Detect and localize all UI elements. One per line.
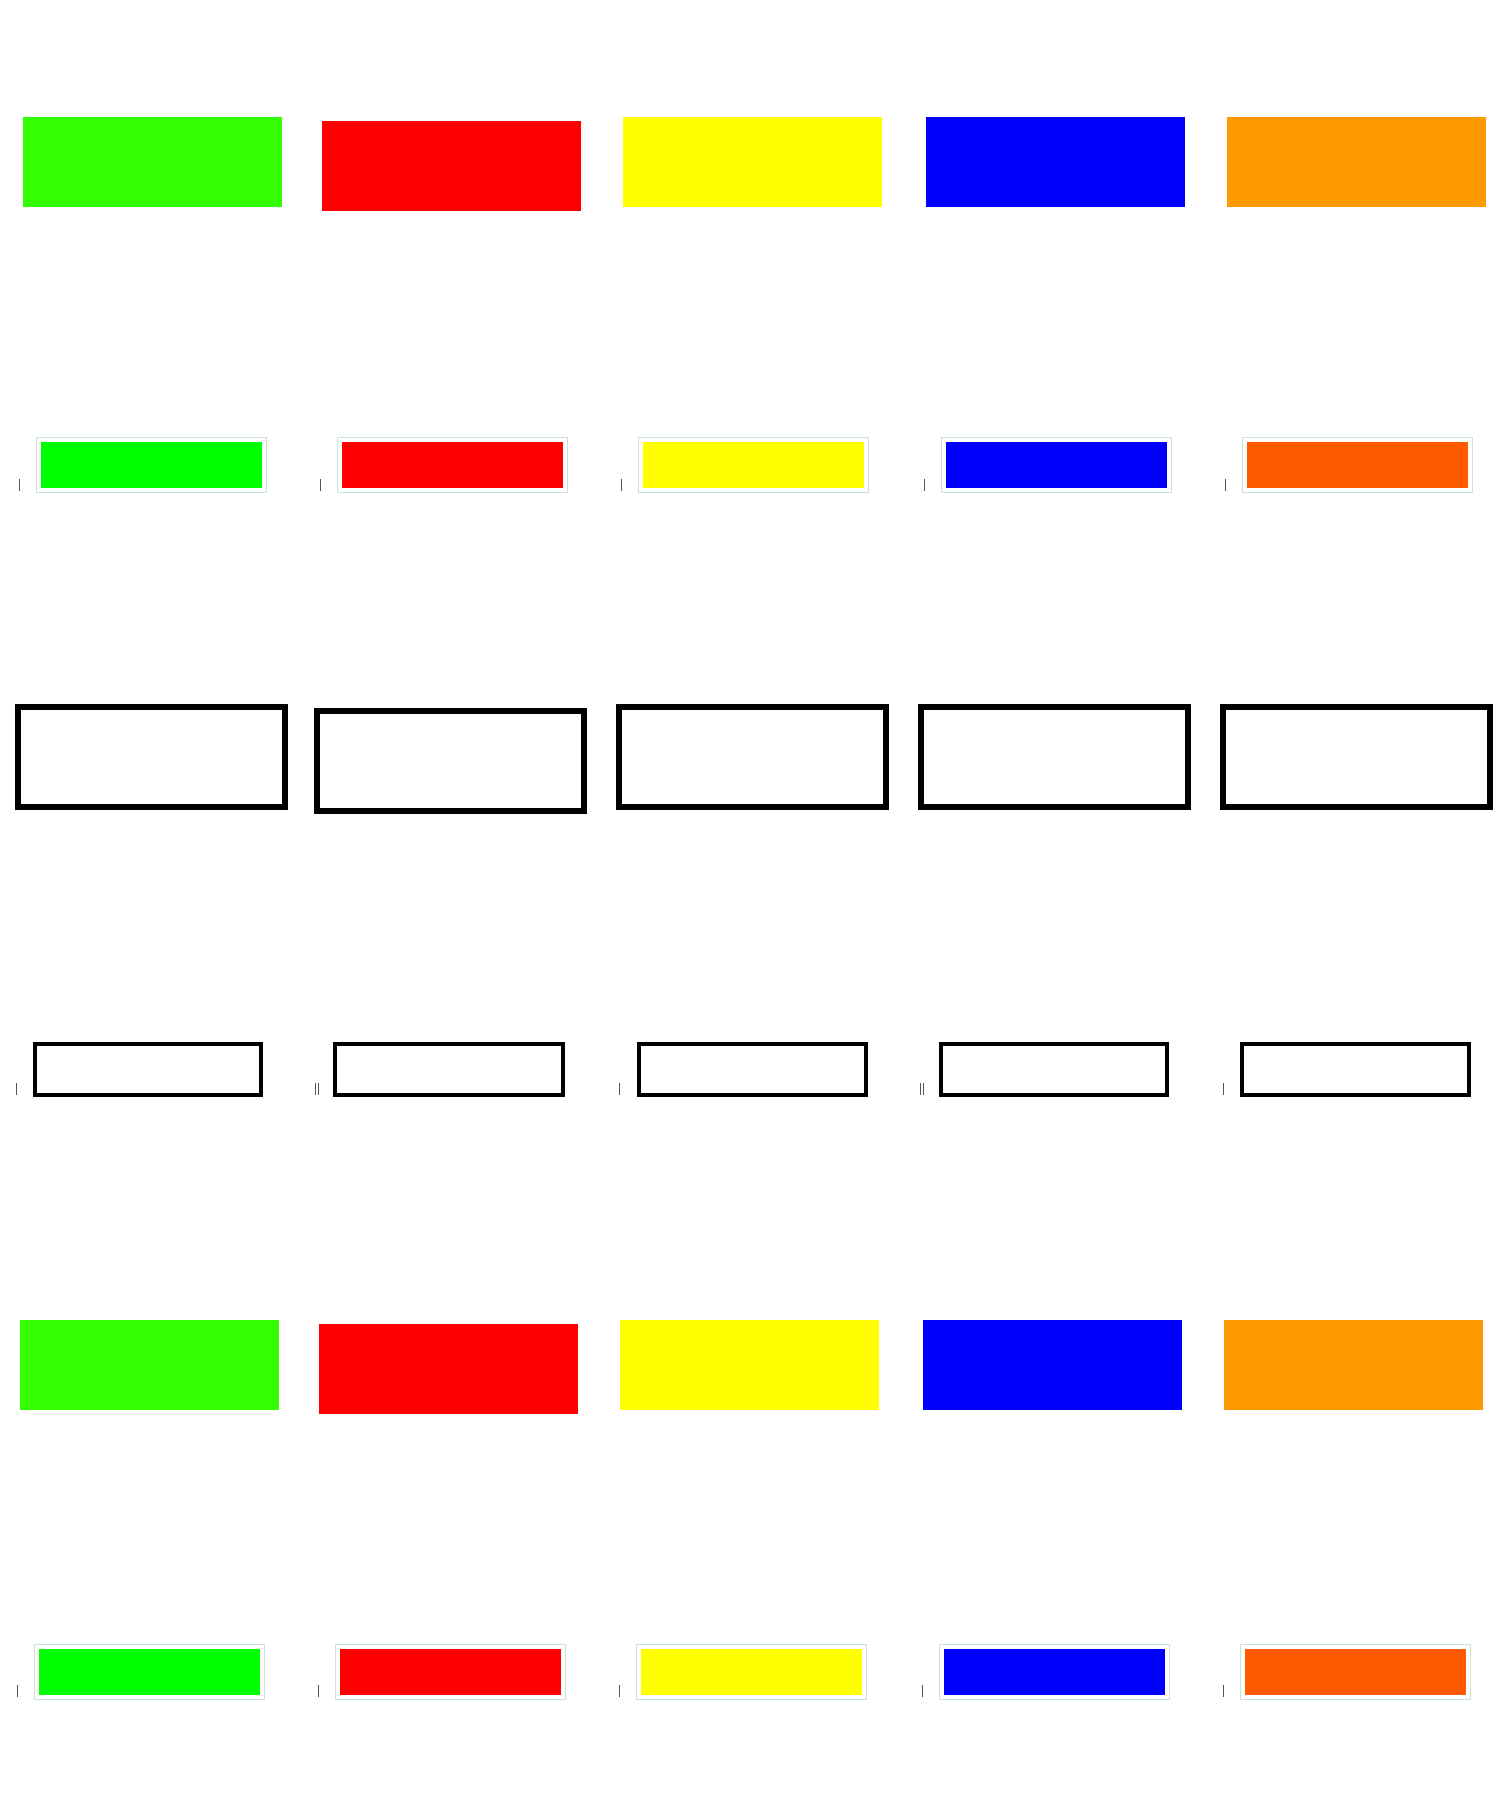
row3-outline-box-1 (15, 704, 288, 810)
row2-red-swatch (342, 442, 563, 488)
row4-outline-box-3 (637, 1042, 868, 1097)
row6-blue-frame (939, 1644, 1170, 1700)
row6-tick-1 (17, 1685, 18, 1697)
row4-outline-box-2 (333, 1042, 565, 1097)
row4-tick-2 (315, 1083, 319, 1095)
row6-yellow-swatch (641, 1649, 862, 1695)
row2-orange-frame (1242, 437, 1473, 493)
row2-tick-4 (924, 479, 925, 491)
row6-green-swatch (39, 1649, 260, 1695)
row1-green-swatch (23, 117, 282, 207)
row2-orange-swatch (1247, 442, 1468, 488)
row2-yellow-frame (638, 437, 869, 493)
row4-tick-5 (1223, 1083, 1224, 1095)
row1-blue-swatch (926, 117, 1185, 207)
row5-green-swatch (20, 1320, 279, 1410)
row2-red-frame (337, 437, 568, 493)
row2-blue-frame (941, 437, 1172, 493)
row6-tick-5 (1223, 1685, 1224, 1697)
row3-outline-box-5 (1220, 704, 1493, 810)
row4-tick-1 (16, 1083, 17, 1095)
row2-tick-1 (19, 479, 20, 491)
row6-red-swatch (340, 1649, 561, 1695)
row5-red-swatch (319, 1324, 578, 1414)
row6-green-frame (34, 1644, 265, 1700)
row2-green-frame (36, 437, 267, 493)
row4-tick-4 (920, 1083, 924, 1095)
row5-blue-swatch (923, 1320, 1182, 1410)
row4-outline-box-1 (33, 1042, 263, 1097)
row4-outline-box-4 (939, 1042, 1169, 1097)
row5-yellow-swatch (620, 1320, 879, 1410)
row5-orange-swatch (1224, 1320, 1483, 1410)
row1-orange-swatch (1227, 117, 1486, 207)
row2-tick-5 (1225, 479, 1226, 491)
row3-outline-box-2 (314, 708, 587, 814)
row2-blue-swatch (946, 442, 1167, 488)
row4-outline-box-5 (1240, 1042, 1471, 1097)
row6-tick-2 (318, 1685, 319, 1697)
row2-tick-3 (621, 479, 622, 491)
row6-orange-frame (1240, 1644, 1471, 1700)
row6-orange-swatch (1245, 1649, 1466, 1695)
row1-red-swatch (322, 121, 581, 211)
row2-green-swatch (41, 442, 262, 488)
row6-tick-3 (619, 1685, 620, 1697)
row6-blue-swatch (944, 1649, 1165, 1695)
row6-yellow-frame (636, 1644, 867, 1700)
row6-tick-4 (922, 1685, 923, 1697)
row3-outline-box-4 (918, 704, 1191, 810)
row3-outline-box-3 (616, 704, 889, 810)
row2-tick-2 (320, 479, 321, 491)
row6-red-frame (335, 1644, 566, 1700)
row1-yellow-swatch (623, 117, 882, 207)
row4-tick-3 (619, 1083, 620, 1095)
row2-yellow-swatch (643, 442, 864, 488)
